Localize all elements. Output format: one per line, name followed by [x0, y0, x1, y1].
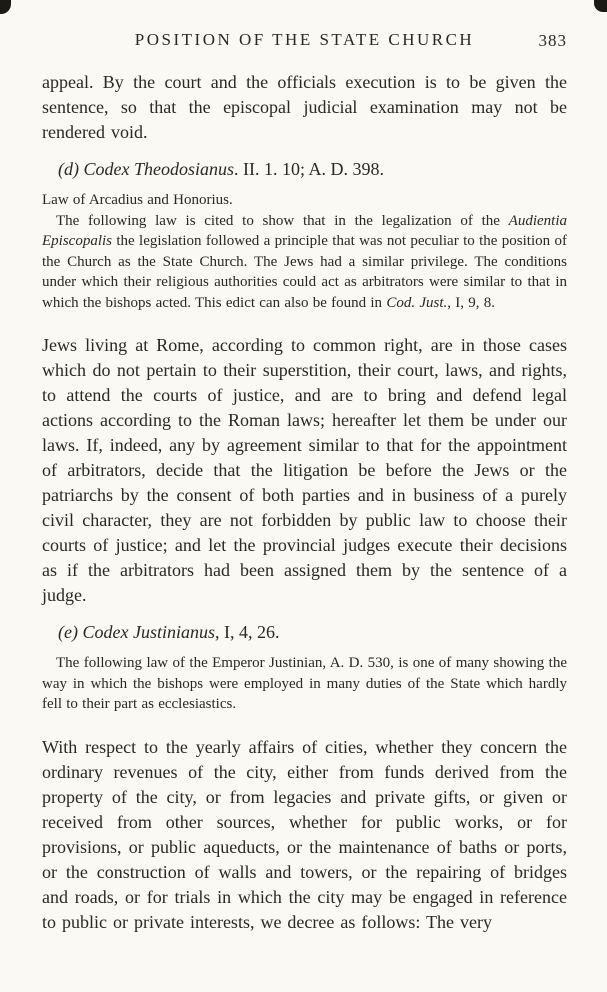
running-header	[42, 30, 567, 50]
citation-d: . II. 1. 10; A. D. 398.	[234, 159, 384, 179]
paragraph-law-e: With respect to the yearly affairs of cities, whether they concern the ordinary revenues of the city, either from funds derived from the property of the city, or from legacies and private gifts, or given or received from other sources, whether for public works, or for provisions, or public aqueducts, or the maintenance of baths or ports, or the construction of walls and towers, or the repairing of bridges and roads, or for trials in which the city may be engaged in reference to public or private interests, we decree as follows: The very	[42, 736, 567, 932]
note-d-italic-audientia: Audientia Episcopalis	[42, 212, 567, 249]
work-title-theodosianus: Codex Theodosianus	[83, 159, 234, 179]
note-e-body: The following law of the Emperor Justinian, A. D. 530, is one of many showing the way in which the bishops were employed in many duties of the State which hardly fell to their part as ecclesiastics.	[42, 655, 567, 712]
section-marker-e: (e)	[58, 622, 83, 642]
page-title: POSITION OF THE STATE CHURCH	[134, 30, 475, 49]
note-d-heading: Law of Arcadius and Honorius.	[42, 192, 233, 208]
note-d-body	[42, 211, 567, 314]
scan-artifact-top-right	[594, 0, 607, 12]
note-d-text-1: The following law is cited to show that in the legalization of the	[56, 212, 509, 229]
section-heading-e	[58, 620, 567, 644]
note-d-text-3: , I, 9, 8.	[447, 294, 495, 311]
work-title-justinianus: Codex Justinianus	[82, 622, 215, 642]
scan-artifact-top-left	[0, 0, 11, 14]
citation-e: , I, 4, 26.	[214, 622, 280, 642]
paragraph-intro: appeal. By the court and the officials execution is to be given the sentence, so that the episcopal judicial examination may not be rendered void.	[42, 72, 567, 142]
note-d-italic-codjust: Cod. Just.	[386, 294, 448, 311]
page-number: 383	[538, 31, 567, 50]
paragraph-law-d: Jews living at Rome, according to common right, are in those cases which do not pertain to their superstition, their court, laws, and rights, to attend the courts of justice, and are to bring and defend legal actions according to the Roman laws; hereafter let them be under our laws. If, indeed, any by agreement similar to that for the appointment of arbitrators, decide that the litigation be before the Jews or the patriarchs by the consent of both parties and in business of a purely civil character, they are not forbidden by public law to choose their courts of justice; and let the provincial judges execute their decisions as if the arbitrators had been assigned them by the sentence of a judge.	[42, 335, 567, 605]
section-heading-d	[58, 157, 567, 181]
section-marker-d: (d)	[58, 159, 84, 179]
note-d-text-2: the legislation followed a principle that was not peculiar to the position of the Church as the State Church. The Jews had a similar privilege. The conditions under which their religious authorities could act as arbitrators were similar to that in which the bishops acted. This edict can also be found in	[42, 233, 567, 311]
